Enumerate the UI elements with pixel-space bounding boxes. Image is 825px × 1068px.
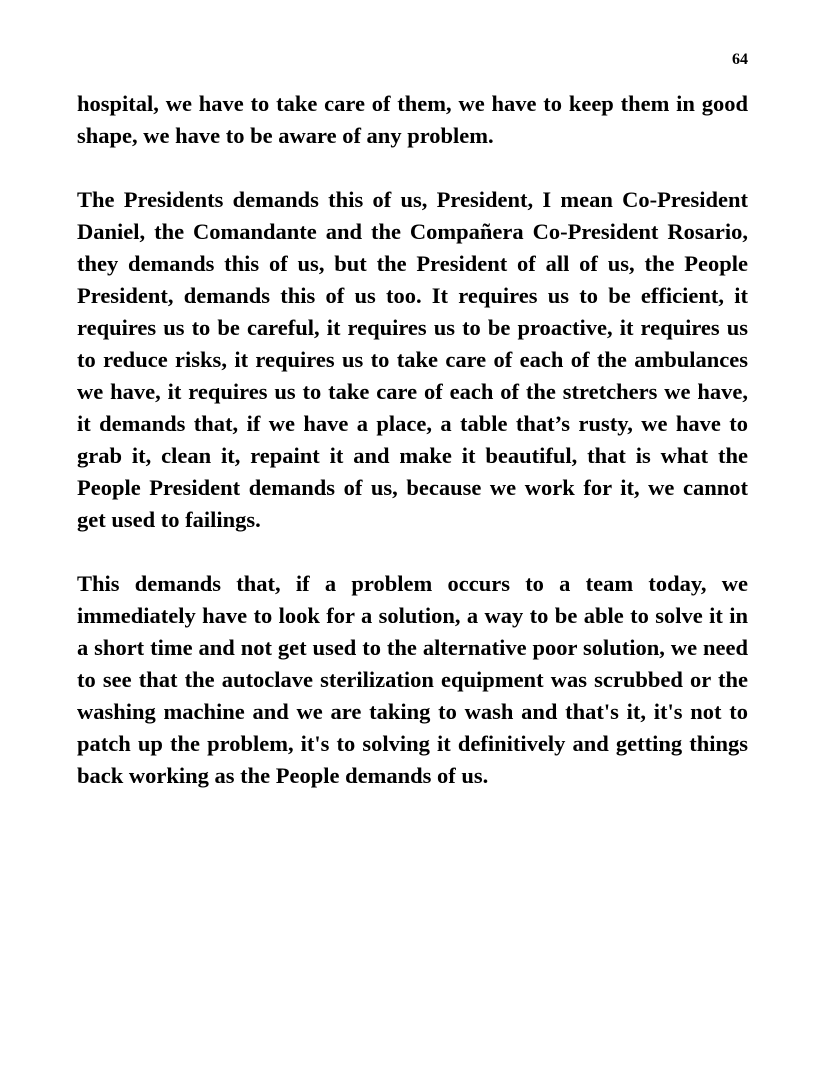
paragraph-3: This demands that, if a problem occurs to a team today, we immediately have to look for a solution, a way to be able to solve it in a short time and not get used to the alternative poor solution, we need to see that the autoclave sterilization equipment was scrubbed or the washing machine and we are taking to wash and that's it, it's not to patch up the problem, it's to solving it definitively and getting things back working as the People demands of us. <box>77 571 748 788</box>
document-body <box>77 88 748 824</box>
page-number: 64 <box>732 51 748 68</box>
paragraph-2: The Presidents demands this of us, President, I mean Co-President Daniel, the Comandante and the Compañera Co-President Rosario, they demands this of us, but the President of all of us, the People President, demands this of us too. It requires us to be efficient, it requires us to be careful, it requires us to be proactive, it requires us to reduce risks, it requires us to take care of each of the ambulances we have, it requires us to take care of each of the stretchers we have, it demands that, if we have a place, a table that’s rusty, we have to grab it, clean it, repaint it and make it beautiful, that is what the People President demands of us, because we work for it, we cannot get used to failings. <box>77 187 748 532</box>
paragraph-1: hospital, we have to take care of them, we have to keep them in good shape, we have to be aware of any problem. <box>77 91 748 148</box>
